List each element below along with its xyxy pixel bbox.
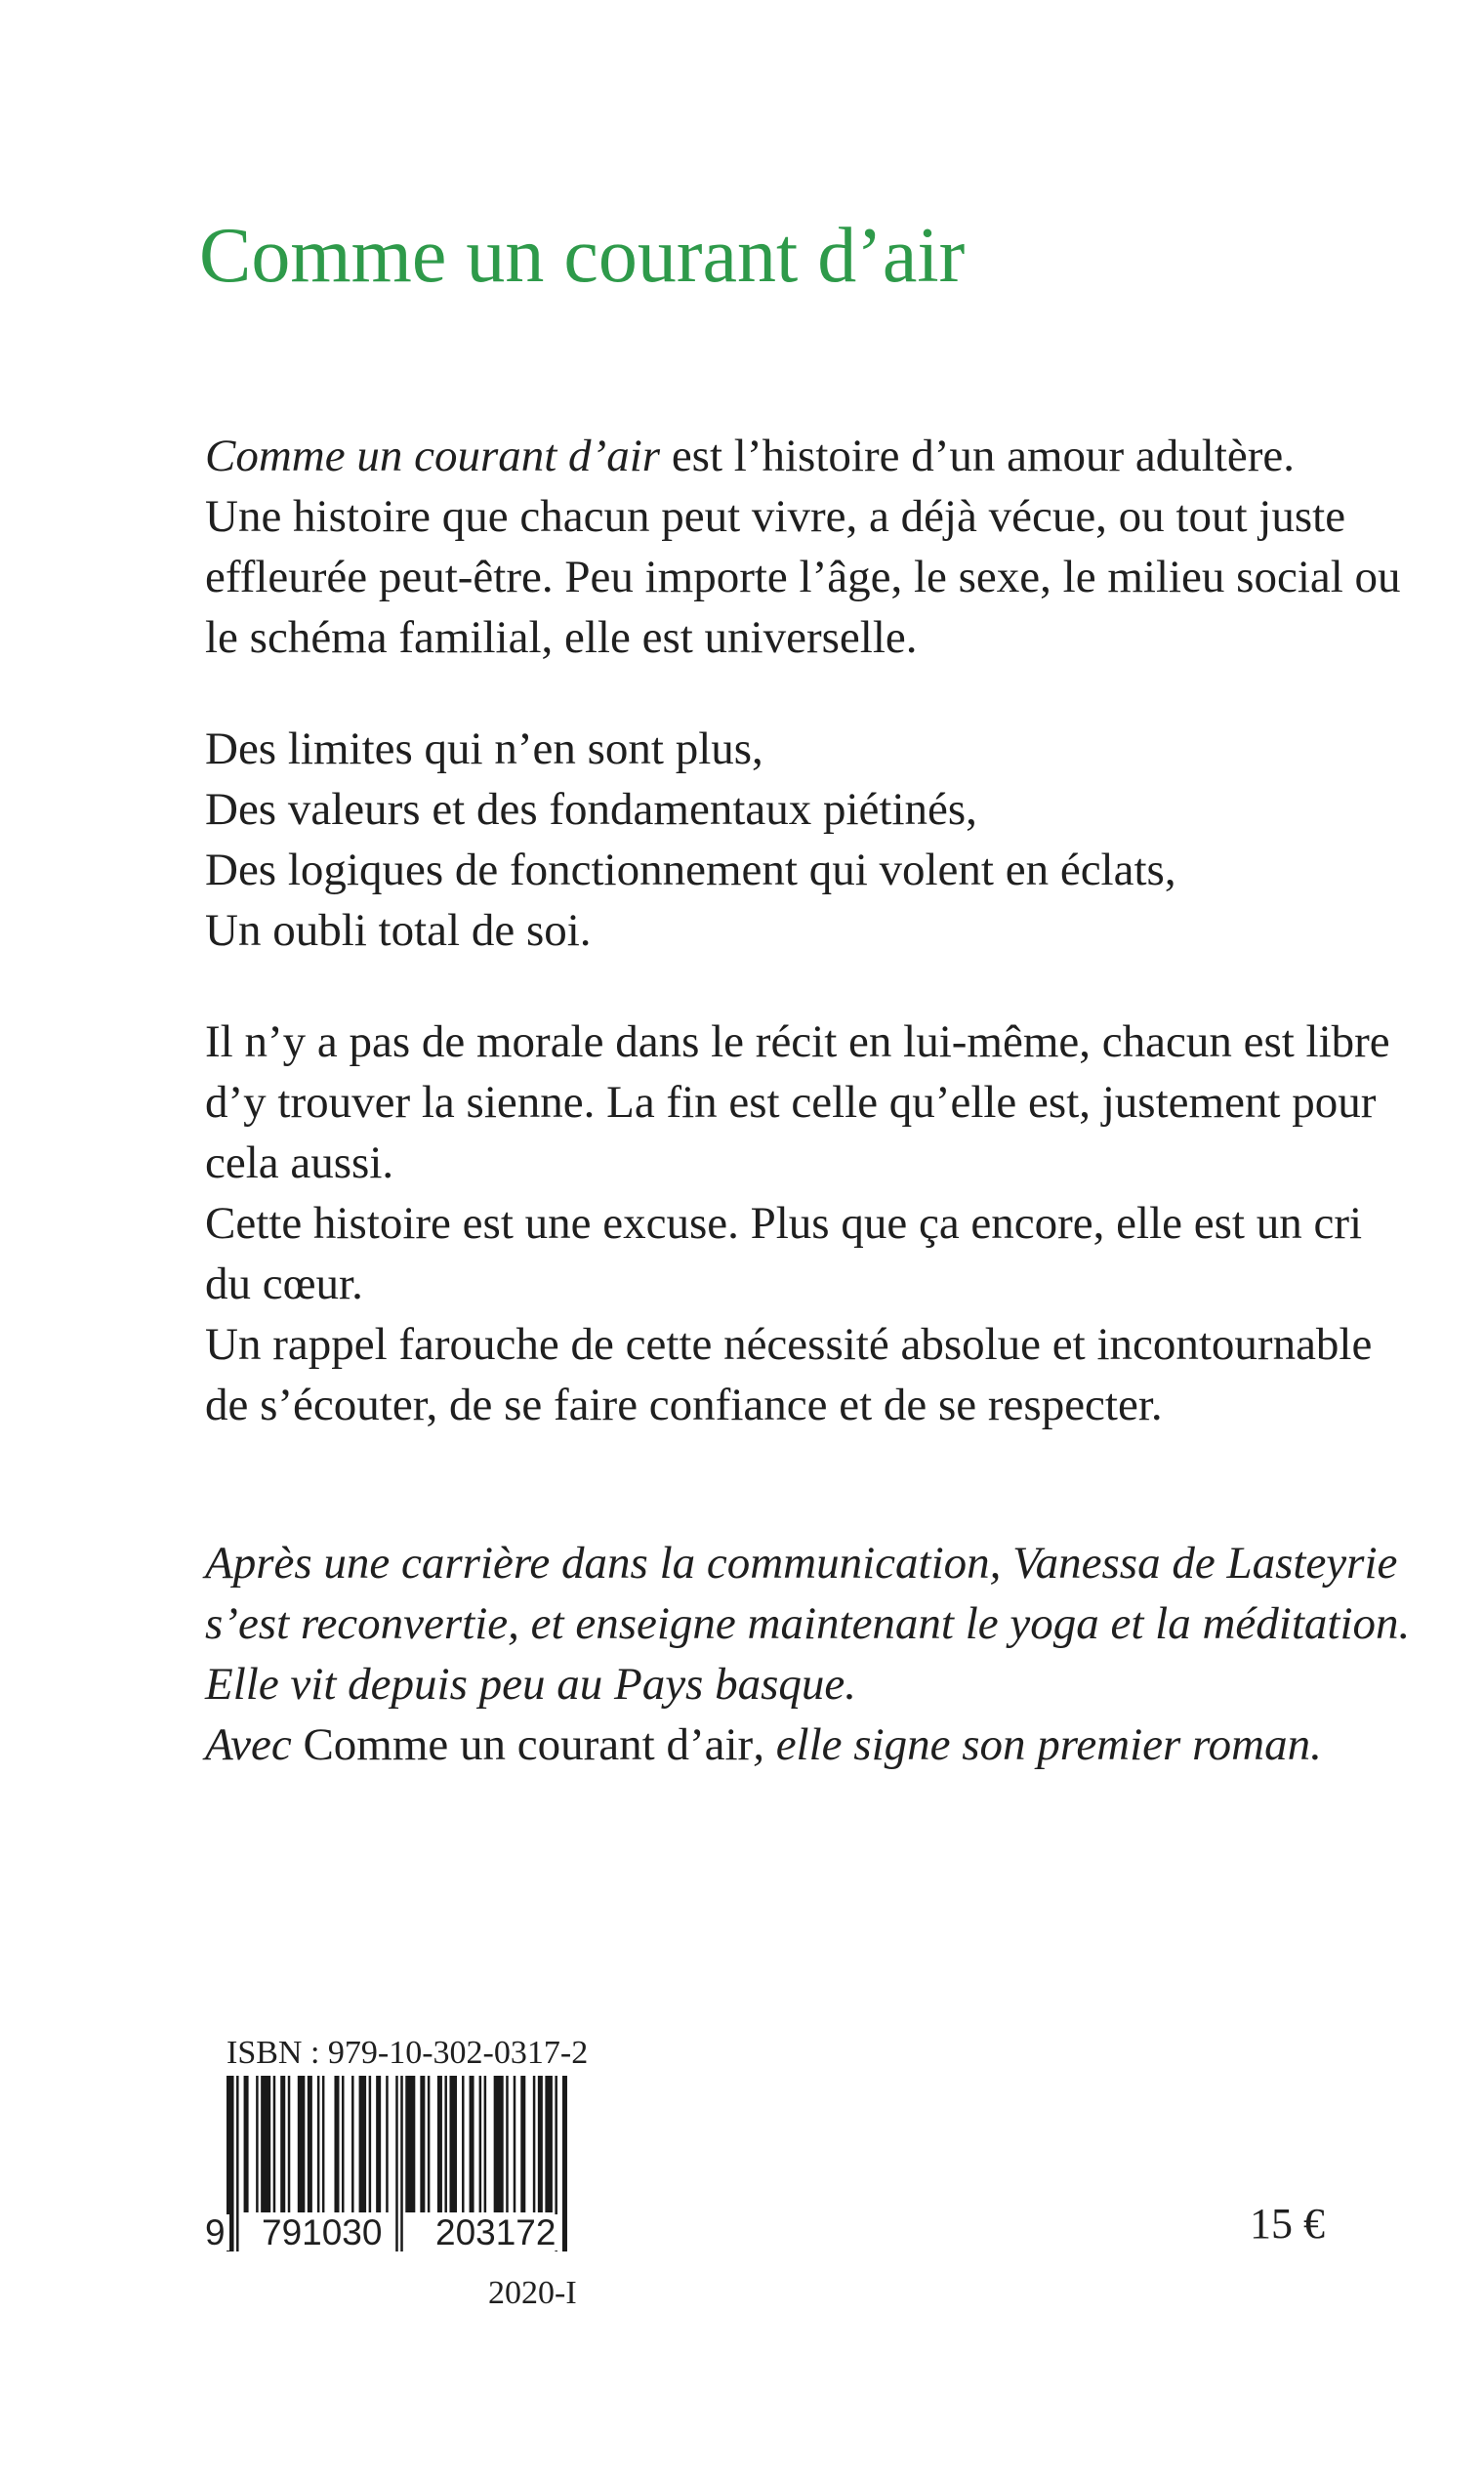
summary-line: Un rappel farouche de cette nécessité absolue et incontournable bbox=[205, 1319, 1373, 1370]
summary-line: Une histoire que chacun peut vivre, a déjà vécue, ou tout juste bbox=[205, 491, 1346, 542]
barcode-bar bbox=[449, 2076, 457, 2212]
barcode-digit-group-right: 203172 bbox=[432, 2214, 559, 2251]
book-summary bbox=[205, 426, 1401, 1435]
barcode-bar bbox=[420, 2076, 425, 2212]
barcode-digit-group-left: 791030 bbox=[258, 2214, 386, 2251]
barcode-bar bbox=[376, 2076, 381, 2212]
barcode-bar bbox=[462, 2076, 465, 2212]
verse-line: Des valeurs et des fondamentaux piétinés, bbox=[205, 784, 977, 835]
barcode-bar bbox=[317, 2076, 320, 2212]
barcode-bar bbox=[405, 2076, 415, 2212]
barcode-bar bbox=[256, 2076, 259, 2212]
verse-line: Des limites qui n’en sont plus, bbox=[205, 723, 763, 774]
barcode-bar bbox=[514, 2076, 516, 2212]
summary-line-text: est l’histoire d’un amour adultère. bbox=[660, 431, 1296, 481]
bio-line bbox=[205, 1714, 1377, 1775]
barcode-bar bbox=[484, 2076, 487, 2212]
price-label: 15 € bbox=[1250, 2200, 1325, 2248]
summary-line: cela aussi. bbox=[205, 1137, 394, 1188]
barcode-bar bbox=[298, 2076, 306, 2212]
bio-book-title: Comme un courant d’air bbox=[303, 1719, 754, 1770]
barcode-bar bbox=[428, 2076, 431, 2212]
barcode-bar bbox=[506, 2076, 509, 2212]
barcode-bar bbox=[400, 2076, 403, 2251]
barcode-bar bbox=[351, 2076, 354, 2212]
back-cover-text bbox=[205, 426, 1411, 1775]
summary-line: de s’écouter, de se faire confiance et de se respecter. bbox=[205, 1380, 1163, 1430]
barcode-bar bbox=[273, 2076, 276, 2212]
barcode-bar bbox=[538, 2076, 543, 2212]
barcode-bar bbox=[308, 2076, 312, 2212]
barcode-bar bbox=[444, 2076, 447, 2212]
bio-line: Après une carrière dans la communication, Vanessa de Lasteyrie bbox=[205, 1538, 1398, 1589]
barcode-digit-first: 9 bbox=[201, 2214, 229, 2251]
barcode-bar bbox=[520, 2076, 525, 2212]
barcode-bar bbox=[322, 2076, 325, 2212]
barcode-bar bbox=[244, 2076, 249, 2212]
summary-line: du cœur. bbox=[205, 1259, 363, 1309]
summary-line: le schéma familial, elle est universelle. bbox=[205, 612, 918, 663]
barcode-bar bbox=[236, 2076, 239, 2251]
barcode-bar bbox=[533, 2076, 536, 2212]
barcode-bar bbox=[261, 2076, 270, 2212]
barcode-bar bbox=[562, 2076, 567, 2251]
summary-line: d’y trouver la sienne. La fin est celle qu’elle est, justement pour bbox=[205, 1077, 1377, 1128]
barcode-bar bbox=[369, 2076, 372, 2212]
bio-suffix: , elle signe son premier roman. bbox=[753, 1719, 1322, 1770]
summary-line: Il n’y a pas de morale dans le récit en lui-même, chacun est libre bbox=[205, 1016, 1390, 1067]
verse-line: Des logiques de fonctionnement qui volent en éclats, bbox=[205, 845, 1176, 895]
barcode-bar bbox=[395, 2076, 398, 2251]
bio-line: s’est reconvertie, et enseigne maintenant le yoga et la méditation. bbox=[205, 1598, 1411, 1649]
barcode-bar bbox=[545, 2076, 553, 2212]
summary-line: effleurée peut-être. Peu importe l’âge, le sexe, le milieu social ou bbox=[205, 552, 1401, 602]
summary-line: Cette histoire est une excuse. Plus que ça encore, elle est un cri bbox=[205, 1198, 1363, 1249]
edition-code: 2020-I bbox=[488, 2275, 577, 2311]
barcode-bar bbox=[470, 2076, 474, 2212]
barcode-bar bbox=[437, 2076, 442, 2212]
barcode-bar bbox=[342, 2076, 345, 2212]
barcode-bar bbox=[334, 2076, 339, 2212]
barcode-bar bbox=[359, 2076, 367, 2212]
author-bio bbox=[205, 1533, 1411, 1775]
bio-prefix: Avec bbox=[205, 1719, 304, 1770]
isbn-label: ISBN : 979-10-302-0317-2 bbox=[227, 2035, 589, 2071]
barcode-bar bbox=[386, 2076, 389, 2212]
book-title: Comme un courant d’air bbox=[199, 213, 966, 299]
barcode-bar bbox=[479, 2076, 482, 2212]
barcode-bar bbox=[280, 2076, 285, 2212]
summary-title-italic: Comme un courant d’air bbox=[205, 431, 661, 481]
barcode-bar bbox=[494, 2076, 504, 2212]
verse-line: Un oubli total de soi. bbox=[205, 905, 592, 956]
summary-line bbox=[205, 426, 1377, 486]
barcode-bar bbox=[288, 2076, 291, 2212]
bio-line: Elle vit depuis peu au Pays basque. bbox=[205, 1659, 856, 1710]
